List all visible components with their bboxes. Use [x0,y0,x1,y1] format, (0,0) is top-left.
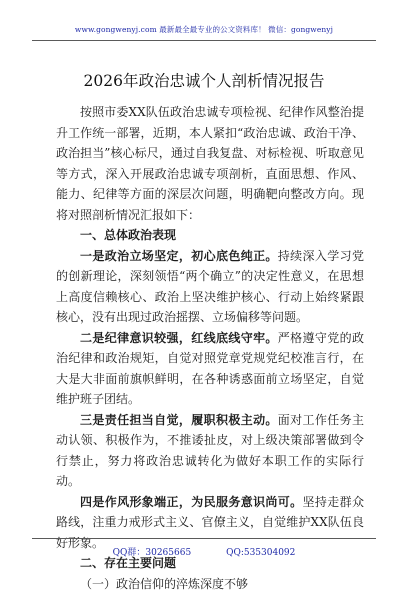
header-divider [32,40,376,41]
item-lead: 二是纪律意识较强，红线底线守牢。 [80,331,278,345]
section-heading-1: 一、总体政治表现 [56,225,364,246]
item-text: 持续深入学习党的创新理论，深刻领悟“两个确立”的决定性意义，在思想上高度信赖核心、政治上坚决维护核心、行动上始终紧跟核心，没有出现过政治摇摆、立场偏移等问题。 [56,249,364,325]
item-text: 严格遵守党的政治纪律和政治规矩，自觉对照党章党规党纪校准言行，在大是大非面前旗帜鲜明，在各种诱惑面前立场坚定，自觉维护班子团结。 [56,331,364,407]
intro-paragraph: 按照市委XX队伍政治忠诚专项检视、纪律作风整治提升工作统一部署，近期，本人紧扣“政治忠诚、政治干净、政治担当”核心标尺，通过自我复盘、对标检视、听取意见等方式，深入开展政治忠诚专项剖析，直面思想、作风、能力、纪律等方面的深层次问题，明确靶向整改方向。现将对照剖析情况汇报如下： [56,102,364,225]
item-lead: 四是作风形象端正，为民服务意识尚可。 [80,495,303,509]
item-lead: 一是政治立场坚定，初心底色纯正。 [80,249,278,263]
footer [0,545,408,558]
item-text: 面对工作任务主动认领、积极作为，不推诿扯皮，对上级决策部署做到令行禁止，努力将政治忠诚转化为做好本职工作的实际行动。 [56,413,364,489]
qq-contact-link[interactable]: QQ:535304092 [226,548,295,558]
item-paragraph-3 [56,410,364,492]
item-lead: 三是责任担当自觉，履职积极主动。 [80,413,278,427]
document-title: 2026年政治忠诚个人剖析情况报告 [0,69,408,91]
item-paragraph-4 [56,492,364,554]
item-paragraph-1 [56,246,364,328]
document-body [56,102,364,594]
section-heading-2: 二、存在主要问题 [56,553,364,574]
site-banner[interactable]: www.gongwenyj.com 最新最全最专业的公文资料库！ 微信：gongwenyj [0,24,408,35]
footer-divider [32,538,376,539]
item-paragraph-2 [56,328,364,410]
qq-group-link[interactable]: QQ群：30265665 [113,548,192,558]
item-text: 坚持走群众路线，注重力戒形式主义、官僚主义，自觉维护XX队伍良好形象。 [56,495,364,550]
subsection-heading-1: （一）政治信仰的淬炼深度不够 [56,574,364,594]
